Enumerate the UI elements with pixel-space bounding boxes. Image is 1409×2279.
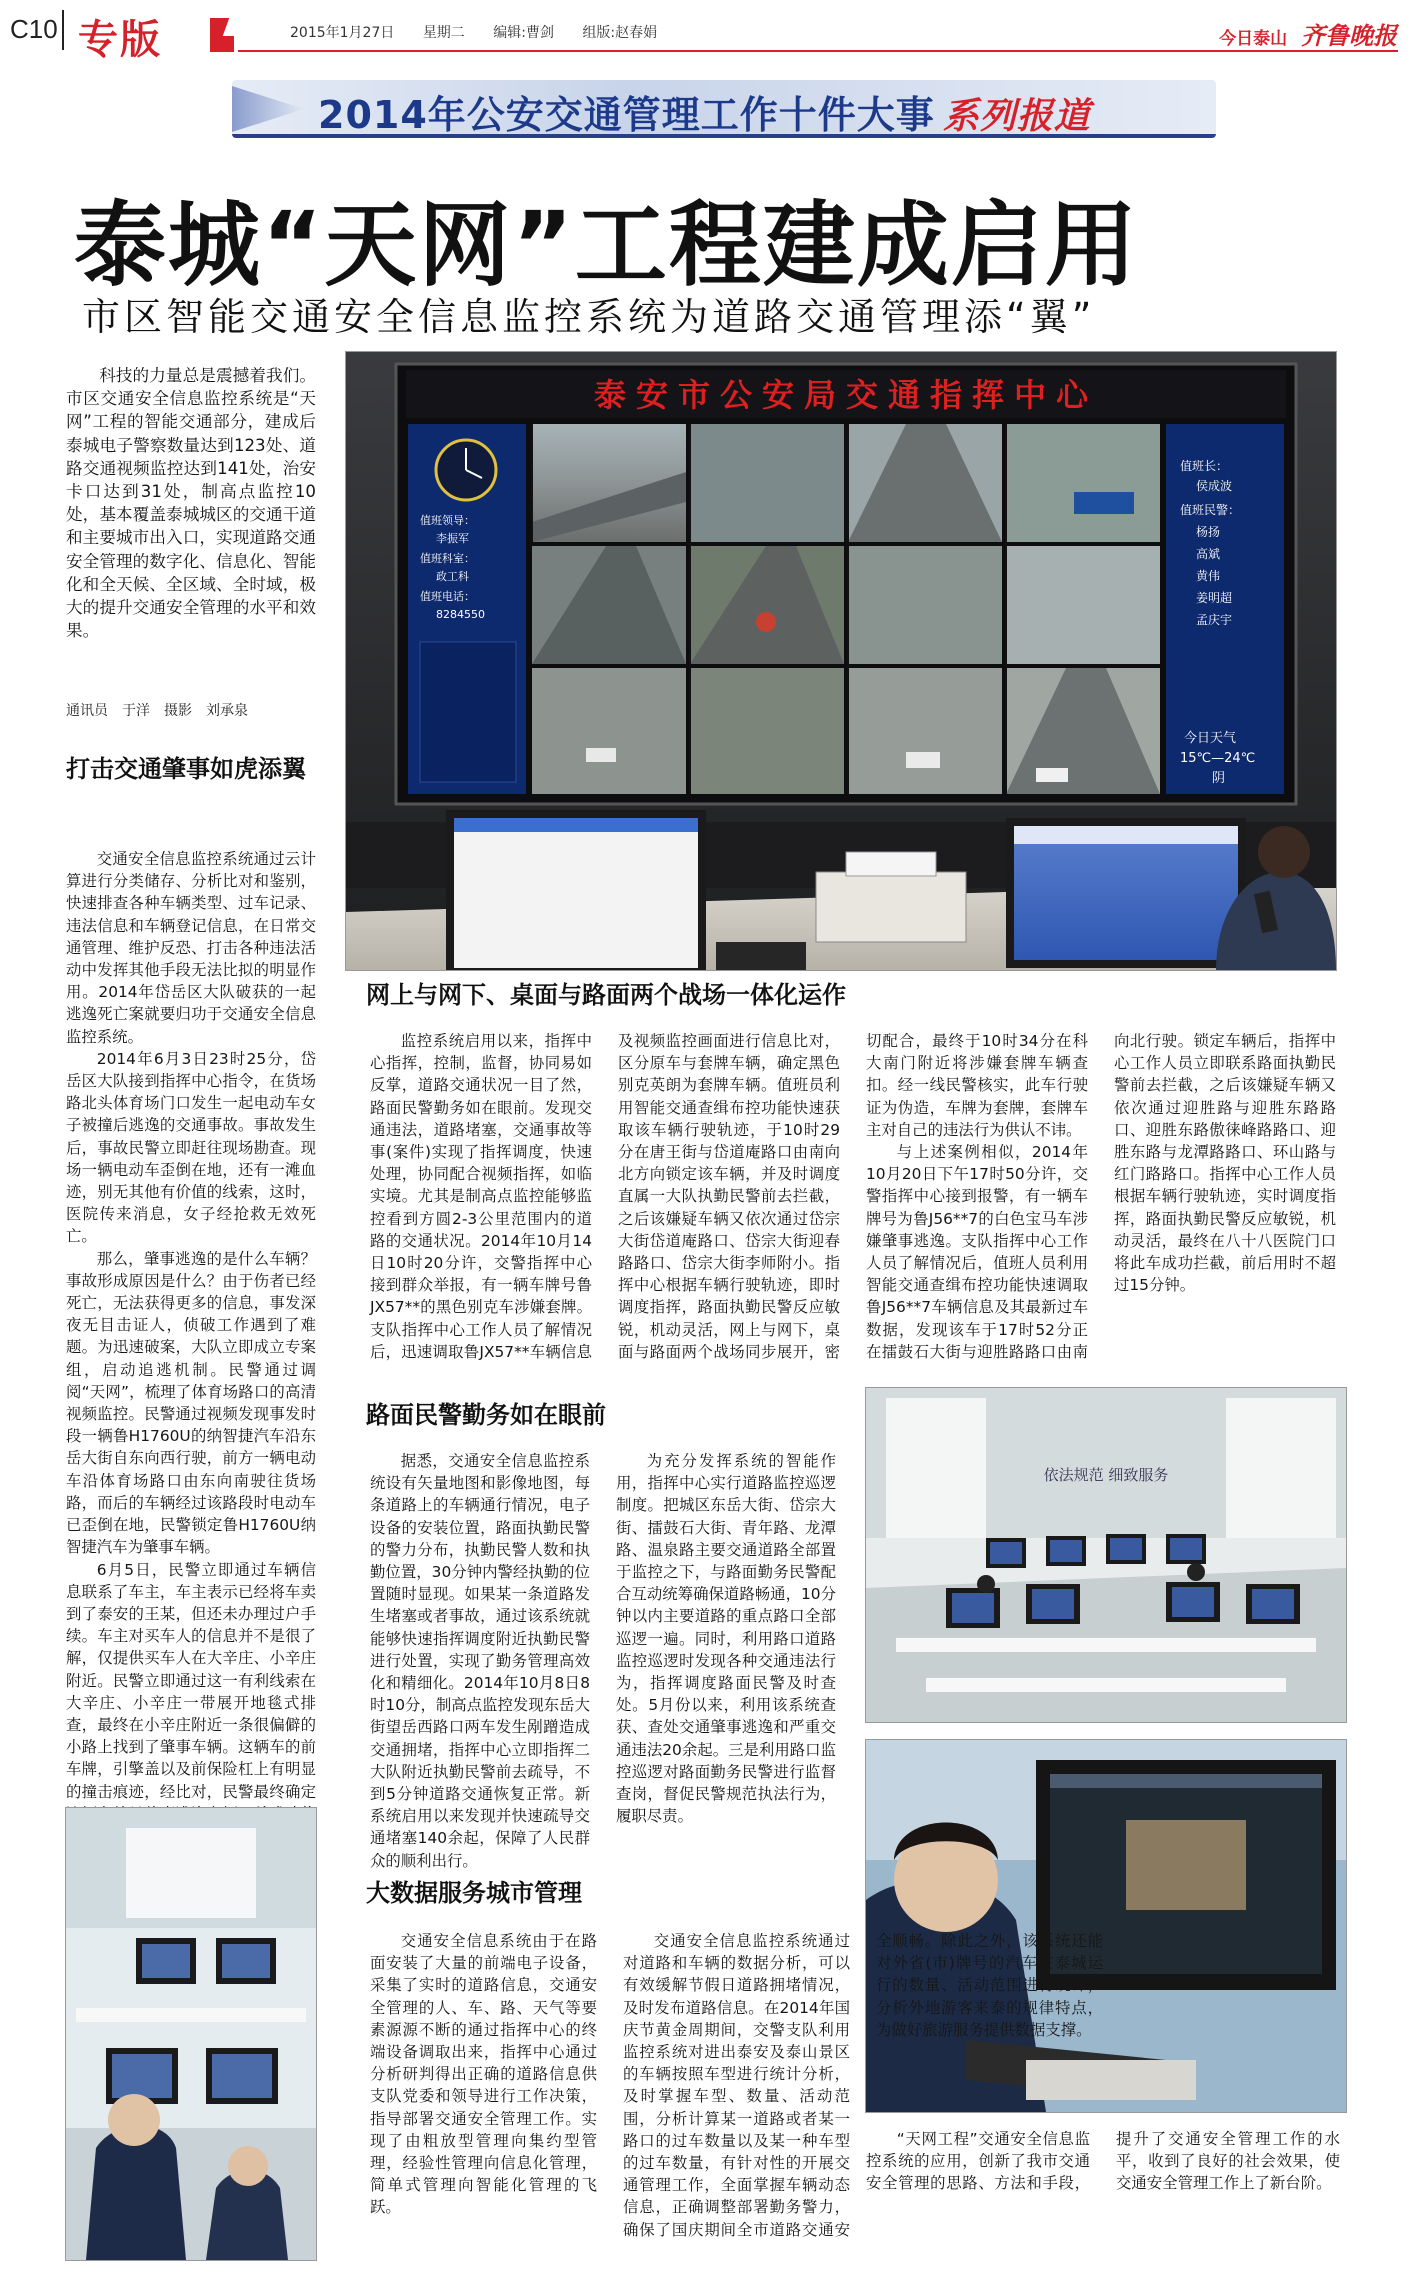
svg-text:今日天气: 今日天气 <box>1184 731 1237 746</box>
section-heading-patrol: 路面民警勤务如在眼前 <box>366 1401 606 1429</box>
issue-date: 2015年1月27日 <box>290 25 395 41</box>
article-headline: 泰城“天网”工程建成启用 <box>74 192 1139 299</box>
newspaper-logo: 齐鲁晚报 <box>1301 21 1397 50</box>
paragraph: 交通安全信息监控系统通过对道路和车辆的数据分析，可以有效缓解节假日道路拥堵情况，及时发布道路信息。在2014年国庆节黄金周期间，交警支队利用监控系统对进出泰安及泰山景区的车辆按照车型进行统计分析，及时掌握车型、数量、活动范围，分析计算某一道路或者某一路口的过车数量以及某一种车型的过车数量，有针对性的开展交通管理工作，全面掌握车辆动态信息，正确调整部署勤务警力，确保了国庆期间全市道路交通安全顺畅。除此之外，该系统还能对外省(市)牌号的汽车在泰城运行的数量、活动范围进行统计，分析外地游客来泰的规律特点，为做好旅游服务提供数据支撑。 <box>623 1932 1103 2239</box>
paragraph: 为充分发挥系统的智能作用，指挥中心实行道路监控巡逻制度。把城区东岳大街、岱宗大街、擂鼓石大街、青年路、龙潭路、温泉路主要交通道路全部置于监控之下，与路面勤务民警配合互动统筹确保道路畅通，10分钟以内主要道路的重点路口全部巡逻一遍。同时，利用路口道路监控巡逻时发现各种交通违法行为，指挥调度路面民警及时查处。5月份以来，利用该系统查获、查处交通肇事逃逸和严重交通违法20余起。三是利用路口监控巡逻对路面勤务民警进行监督查岗，督促民警规范执法行为，履职尽责。 <box>616 1452 836 1826</box>
paragraph: 那么，肇事逃逸的是什么车辆？事故形成原因是什么？由于伤者已经死亡，无法获得更多的信息，事发深夜无目击证人，侦破工作遇到了难题。为迅速破案，大队立即成立专案组，启动追逃机制。民警通过调阅“天网”，梳理了体育场路口的高清视频监控。民警通过视频发现事发时段一辆鲁H1760U的纳智捷汽车沿东岳大街自东向西行驶，前方一辆电动车沿体育场路口由东向南驶往货场路，而后的车辆经过该路段时电动车已歪倒在地，民警锁定鲁H1760U纳智捷汽车为肇事车辆。 <box>66 1249 316 1557</box>
section-heading-crackdown: 打击交通肇事如虎添翼 <box>66 755 306 783</box>
office-wall-sign: 依法规范 细致服务 <box>1043 1466 1169 1484</box>
section-columns <box>370 1450 836 1872</box>
photo-officer-at-monitor <box>866 1740 1346 2112</box>
svg-text:李振军: 李振军 <box>436 532 469 545</box>
svg-text:值班电话：: 值班电话： <box>420 590 475 603</box>
workstation-illustration <box>66 1808 316 2260</box>
series-banner <box>232 80 1216 138</box>
paragraph: 交通安全信息监控系统通过云计算进行分类储存、分析比对和鉴别，快速排查各种车辆类型、过车记录、违法信息和车辆登记信息，在日常交通管理、维护反恐、打击各种违法活动中发挥其他手段无法比拟的明显作用。2014年岱岳区大队破获的一起逃逸死亡案就要归功于交通安全信息监控系统。 <box>66 850 316 1046</box>
page-number-divider <box>62 10 64 50</box>
svg-text:值班长：: 值班长： <box>1180 459 1229 473</box>
svg-text:黄伟: 黄伟 <box>1196 569 1221 583</box>
header-info <box>290 22 671 42</box>
section-heading-bigdata: 大数据服务城市管理 <box>366 1879 582 1907</box>
paragraph: 监控系统启用以来，指挥中心指挥，控制，监督，协同易如反掌，道路交通状况一目了然，路面民警勤务如在眼前。发现交通违法，道路堵塞，交通事故等事(案件)实现了指挥调度，快速处理，协同配合视频指挥，如临实境。尤其是制高点监控能够监控看到方圆2-3公里范围内的道路的交通状况。2014年10月14日10时20分许，交警指挥中心接到群众举报，有一辆车牌号鲁JX57**的黑色别克车涉嫌套牌。支队指挥中心工作人员了解情况后，迅速调取鲁JX57**车辆信息及视频监控画面进行信息比对，区分原车与套牌车辆，确定黑色别克英朗为套牌车辆。值班员利用智能交通查缉布控功能快速获取该车辆行驶轨迹，于10时29分在唐王街与岱道庵路口由南向北方向锁定该车辆，并及时调度直属一大队执勤民警前去拦截，之后该嫌疑车辆又依次通过岱宗大街岱道庵路口、岱宗大街迎春路路口、岱宗大街李师附小。指挥中心根据车辆行驶轨迹，即时调度指挥，路面执勤民警反应敏锐，机动灵活，网上与网下，桌面与路面两个战场同步展开，密切配合，最终于10时34分在科大南门附近将涉嫌套牌车辆查扣。经一线民警核实，此车行驶证为伪造，车牌为套牌，套牌车主对自己的违法行为供认不讳。 <box>370 1032 1088 1361</box>
section-body-bigdata-tail <box>866 2128 1340 2195</box>
photo-office-room <box>866 1388 1346 1722</box>
issue-weekday: 星期二 <box>422 25 465 41</box>
layout-credit: 组版:赵春娟 <box>582 25 658 41</box>
svg-text:侯成波: 侯成波 <box>1196 479 1233 493</box>
section-body-crackdown <box>66 848 316 1847</box>
banner-title-text: 2014年公安交通管理工作十件大事 <box>318 93 935 137</box>
paragraph: 据悉，交通安全信息监控系统设有矢量地图和影像地图，每条道路上的车辆通行情况，电子设备的安装位置，路面执勤民警的警力分布，执勤民警人数和执勤位置，30分钟内警经执勤的位置随时显现。如果某一条道路发生堵塞或者事故，通过该系统就能够快速指挥调度附近执勤民警进行处置，实现了勤务管理高效化和精细化。2014年10月8日8时10分，制高点监控发现东岳大街望岳西路口两车发生剐蹭造成交通拥堵，指挥中心立即指挥二大队附近执勤民警前去疏导，不到5分钟道路交通恢复正常。新系统启用以来发现并快速疏导交通堵塞140余起，保障了人民群众的顺利出行。 <box>370 1452 590 1870</box>
paragraph: 2014年6月3日23时25分，岱岳区大队接到指挥中心指令，在货场路北头体育场门口发生一起电动车女子被撞后逃逸的交通事故。事故发生后，事故民警立即赶往现场勘查。现场一辆电动车歪倒在地，还有一滩血迹，别无其他有价值的线索，这时，医院传来消息，女子经抢救无效死亡。 <box>66 1049 316 1246</box>
svg-text:8284550: 8284550 <box>436 608 485 621</box>
section-body-patrol <box>370 1450 836 1872</box>
office-illustration <box>866 1388 1346 1722</box>
photo-officers-workstations <box>66 1808 316 2260</box>
video-wall-title: 泰安市公安局交通指挥中心 <box>593 376 1099 414</box>
section-body-integration <box>370 1030 1336 1361</box>
svg-text:阴: 阴 <box>1212 771 1226 786</box>
svg-text:杨扬: 杨扬 <box>1196 525 1221 539</box>
section-columns <box>370 1030 1336 1363</box>
svg-text:孟庆宇: 孟庆宇 <box>1196 613 1233 627</box>
svg-text:值班科室：: 值班科室： <box>420 552 475 565</box>
section-columns <box>866 2128 1340 2195</box>
editor-credit: 编辑:曹剑 <box>493 25 554 41</box>
article-subheadline: 市区智能交通安全信息监控系统为道路交通管理添“翼” <box>82 295 1096 339</box>
section-name: 今日泰山 <box>1219 29 1288 49</box>
paragraph: 6月5日，民警立即通过车辆信息联系了车主，车主表示已经将车卖到了泰安的王某，但还未办理过户手续。车主对买车人的信息并不是很了解，仅提供买车人在大辛庄、小辛庄附近。民警立即通过这一有利线索在大辛庄、小辛庄一带展开地毯式排查，最终在小辛庄附近一条很偏僻的小路上找到了肇事车辆。这辆车的前车牌，引擎盖以及前保险杠上有明显的撞击痕迹，经比对，民警最终确定 <box>66 1560 316 1801</box>
banner-title <box>318 84 1091 139</box>
officer-illustration <box>866 1740 1346 2112</box>
svg-text:值班领导：: 值班领导： <box>420 514 475 527</box>
svg-text:姜明超: 姜明超 <box>1196 591 1233 605</box>
svg-text:值班民警：: 值班民警： <box>1180 503 1241 517</box>
article-lead <box>66 364 316 642</box>
masthead-right <box>1219 16 1397 51</box>
page-number: C10 <box>10 14 58 44</box>
article-byline: 通讯员 于洋 摄影 刘承泉 <box>66 703 248 719</box>
paragraph: 与上述案例相似，2014年10月20日下午17时50分许，交警指挥中心接到报警，有一辆车牌号为鲁J56**7的白色宝马车涉嫌肇事逃逸。支队指挥中心工作人员了解情况后，值班人员利用智能交通查缉布控功能快速调取鲁J56**7车辆信息及其最新过车数据，发现该车于17时52分正在擂鼓石大街与迎胜路路口由南向北行驶。锁定车辆后，指挥中心工作人员立即联系路面执勤民警前去拦截，之后该嫌疑车辆又依次通过迎胜路与迎胜东路路口、迎胜东路傲徕峰路路口、迎胜东路与龙潭路路口、环山路与红门路路口。指挥中心工作人员根据车辆行驶轨迹，实时调度指挥，路面执勤民警反应敏锐，机动灵活，最终在八十八医院门口将此车成功拦截，前后用时不超过15分钟。 <box>866 1032 1336 1361</box>
banner-suffix: 系列报道 <box>942 95 1091 137</box>
photo-command-center <box>346 352 1336 970</box>
command-center-illustration <box>346 352 1336 970</box>
edition-label: 专版 <box>78 17 162 63</box>
section-heading-integration: 网上与网下、桌面与路面两个战场一体化运作 <box>366 981 846 1009</box>
svg-text:政工科: 政工科 <box>436 570 469 583</box>
svg-text:15℃—24℃: 15℃—24℃ <box>1180 751 1256 766</box>
svg-text:高斌: 高斌 <box>1196 547 1221 561</box>
lead-paragraph: 科技的力量总是震撼着我们。市区交通安全信息监控系统是“天网”工程的智能交通部分，建成后泰城电子警察数量达到123处、道路交通视频监控达到141处，治安卡口达到31处，制高点监控10处，基本覆盖泰城城区的交通干道和主要城市出入口，实现道路交通安全管理的数字化、信息化、智能化和全天候、全区域、全时域，极大的提升交通安全管理的水平和效果。 <box>66 366 316 641</box>
paragraph: “天网工程”交通安全信息监控系统的应用，创新了我市交通安全管理的思路、方法和手段，提升了交通安全管理工作的水平，收到了良好的社会效果，使交通安全管理工作上了新台阶。 <box>866 2130 1340 2193</box>
paragraph: 交通安全信息系统由于在路面安装了大量的前端电子设备，采集了实时的道路信息，交通安全管理的人、车、路、天气等要素源源不断的通过指挥中心的终端设备调取出来，指挥中心通过分析研判得出正确的道路信息供支队党委和领导进行工作决策，指导部署交通安全管理工作。实现了由粗放型管理向集约型管理，经验性管理向信息化管理，简单式管理向智能化管理的飞跃。 <box>370 1932 597 2217</box>
